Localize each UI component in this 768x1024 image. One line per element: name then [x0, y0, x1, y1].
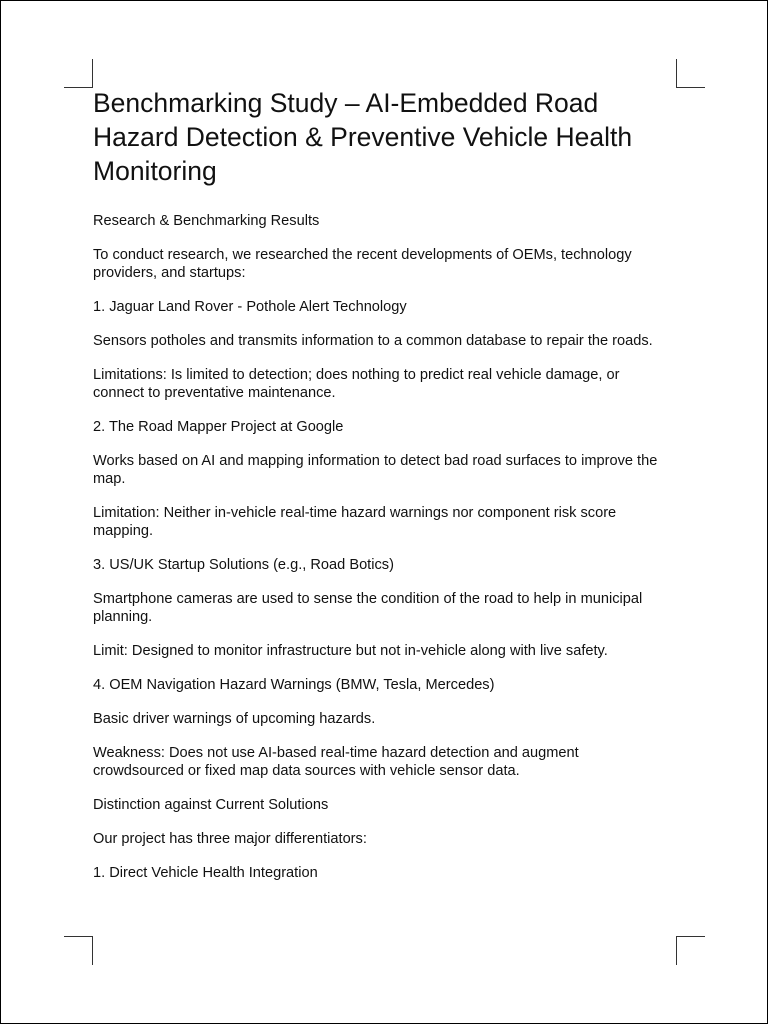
paragraph-startups-description: Smartphone cameras are used to sense the condition of the road to help in municipal planning.	[93, 591, 643, 625]
item-heading-google: 2. The Road Mapper Project at Google	[93, 419, 344, 435]
crop-mark-bottom-right	[676, 936, 705, 965]
section-heading-distinction: Distinction against Current Solutions	[93, 797, 329, 813]
paragraph-jaguar-limitations: Limitations: Is limited to detection; does nothing to predict real vehicle damage, or connect to preventative maintenance.	[93, 367, 620, 401]
paragraph-differentiators: Our project has three major differentiators:	[93, 831, 367, 847]
paragraph-google-description: Works based on AI and mapping information to detect bad road surfaces to improve the map.	[93, 453, 658, 487]
paragraph-jaguar-description: Sensors potholes and transmits information to a common database to repair the roads.	[93, 333, 653, 349]
crop-mark-bottom-left	[64, 936, 93, 965]
document-title: Benchmarking Study – AI-Embedded Road Hazard Detection & Preventive Vehicle Health Monitoring	[93, 88, 633, 186]
item-heading-vehicle-health: 1. Direct Vehicle Health Integration	[93, 865, 318, 881]
paragraph-startups-limit: Limit: Designed to monitor infrastructure but not in-vehicle along with live safety.	[93, 643, 608, 659]
paragraph-oem-description: Basic driver warnings of upcoming hazards.	[93, 711, 376, 727]
document-body	[93, 86, 673, 898]
item-heading-oem: 4. OEM Navigation Hazard Warnings (BMW, Tesla, Mercedes)	[93, 677, 495, 693]
section-heading-research: Research & Benchmarking Results	[93, 213, 320, 229]
paragraph-oem-weakness: Weakness: Does not use AI-based real-time hazard detection and augment crowdsourced or fixed map data sources with vehicle sensor data.	[93, 745, 579, 779]
crop-mark-top-left	[64, 59, 93, 88]
item-heading-jaguar: 1. Jaguar Land Rover - Pothole Alert Technology	[93, 299, 407, 315]
paragraph-intro: To conduct research, we researched the recent developments of OEMs, technology providers, and startups:	[93, 247, 632, 281]
item-heading-startups: 3. US/UK Startup Solutions (e.g., Road Botics)	[93, 557, 394, 573]
crop-mark-top-right	[676, 59, 705, 88]
paragraph-google-limitation: Limitation: Neither in-vehicle real-time hazard warnings nor component risk score mapping.	[93, 505, 617, 539]
